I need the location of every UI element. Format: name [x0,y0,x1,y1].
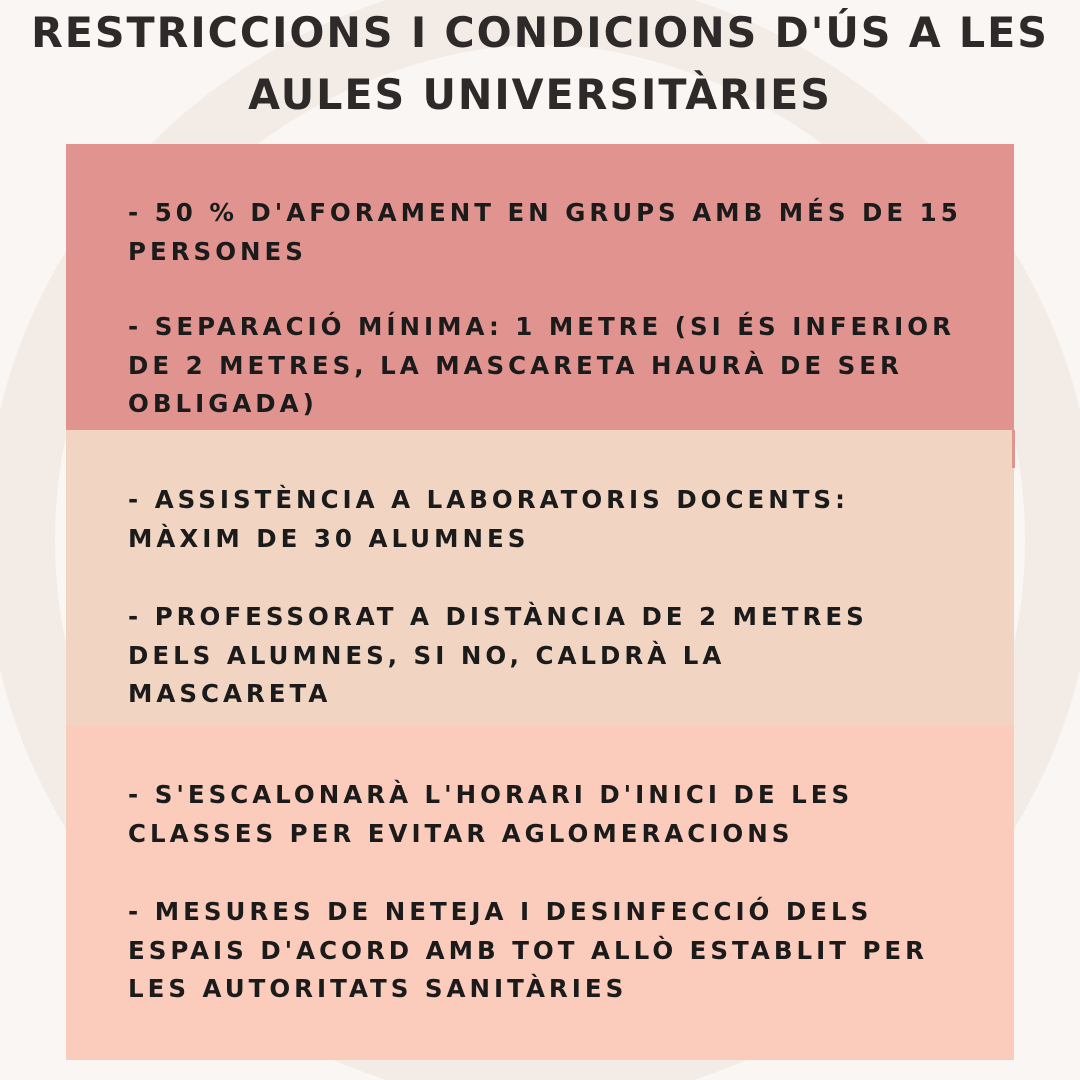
page-title [0,2,1080,126]
list-item-line: MÀXIM DE 30 ALUMNES [128,523,530,553]
title-line-2: AULES UNIVERSITÀRIES [248,70,832,119]
list-item-separacio [128,308,1008,424]
list-item-line: - 50 % D'AFORAMENT EN GRUPS AMB MÉS DE 15 [128,198,962,227]
list-item-line: DE 2 METRES, LA MASCARETA HAURÀ DE SER [128,350,903,380]
list-item-aforament [128,194,1008,271]
list-item-laboratoris [128,481,1008,558]
list-item-line: - ASSISTÈNCIA A LABORATORIS DOCENTS: [128,485,849,514]
list-item-line: OBLIGADA) [128,389,318,418]
panel-edge-accent [1012,430,1015,468]
list-item-line: CLASSES PER EVITAR AGLOMERACIONS [128,818,794,848]
list-item-line: ESPAIS D'ACORD AMB TOT ALLÒ ESTABLIT PER [128,935,929,965]
list-item-line: MASCARETA [128,679,332,708]
title-line-1: RESTRICCIONS I CONDICIONS D'ÚS A LES [31,8,1049,57]
list-item-line: - PROFESSORAT A DISTÀNCIA DE 2 METRES [128,602,868,631]
list-item-line: DELS ALUMNES, SI NO, CALDRÀ LA [128,640,726,670]
list-item-line: - MESURES DE NETEJA I DESINFECCIÓ DELS [128,897,873,926]
list-item-neteja [128,893,1008,1009]
list-item-line: PERSONES [128,236,307,266]
list-item-line: - S'ESCALONARÀ L'HORARI D'INICI DE LES [128,780,854,809]
list-item-horari [128,776,1008,853]
list-item-professorat [128,598,1008,714]
list-item-line: - SEPARACIÓ MÍNIMA: 1 METRE (SI ÉS INFERIOR [128,312,955,341]
list-item-line: LES AUTORITATS SANITÀRIES [128,974,628,1003]
